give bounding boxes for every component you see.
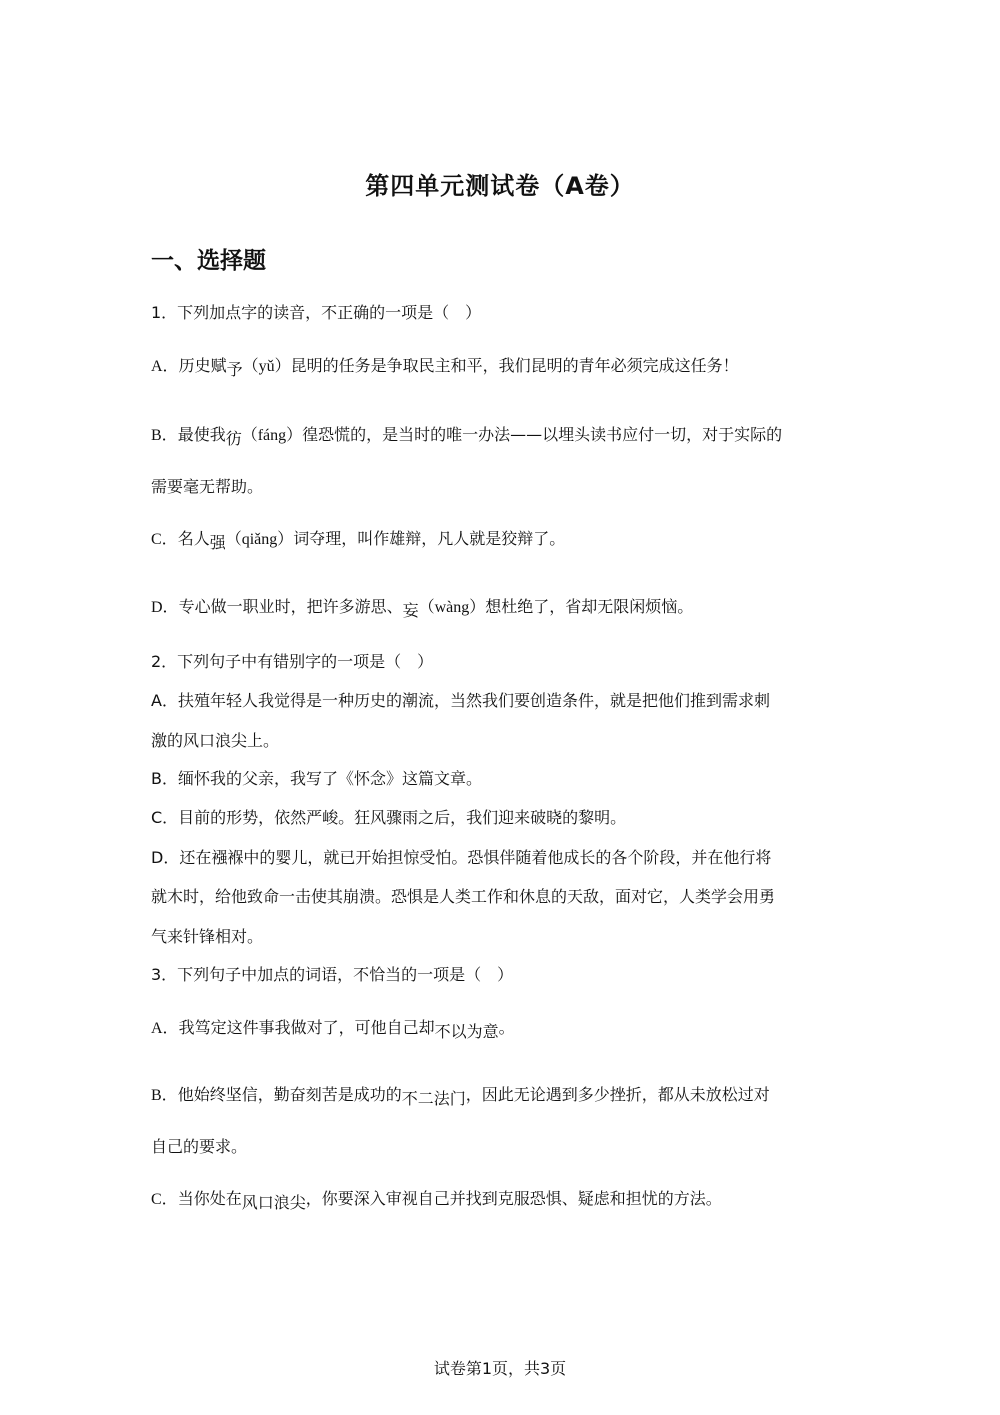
pinyin: （qiǎng） xyxy=(225,531,294,548)
question-3-option-b-continued: 自己的要求。 xyxy=(151,1137,248,1156)
option-label: B． xyxy=(151,427,178,444)
option-text: 历史赋 xyxy=(178,356,227,375)
option-text: 想杜绝了，省却无限闲烦恼。 xyxy=(485,597,694,616)
pinyin: （yǔ） xyxy=(242,358,291,375)
question-2-option-d-continued: 气来针锋相对。 xyxy=(151,927,264,946)
option-text: 当你处在 xyxy=(177,1189,242,1208)
question-3-option-b xyxy=(151,1084,861,1107)
option-text: 最使我 xyxy=(177,425,226,444)
question-1-option-b xyxy=(151,424,861,447)
option-text: 我笃定这件事我做对了，可他自己却 xyxy=(178,1018,435,1037)
option-text: 词夺理，叫作雄辩，凡人就是狡辩了。 xyxy=(293,529,566,548)
dotted-word: 不以为意 xyxy=(434,1022,499,1041)
option-text: 名人 xyxy=(177,529,210,548)
dotted-character: 妄 xyxy=(402,601,419,620)
question-1-option-c xyxy=(151,528,861,551)
pinyin: （wàng） xyxy=(418,599,486,616)
option-text: 徨恐慌的，是当时的唯一办法——以埋头读书应付一切，对于实际的 xyxy=(302,425,783,444)
question-1-option-a xyxy=(151,355,861,378)
question-2-option-a-continued: 激的风口浪尖上。 xyxy=(151,731,280,750)
question-2-option-b: B．缅怀我的父亲，我写了《怀念》这篇文章。 xyxy=(151,769,482,788)
section-heading: 一、选择题 xyxy=(151,248,266,274)
dotted-word: 不二法门 xyxy=(401,1089,466,1108)
option-text: 他始终坚信，勤奋刻苦是成功的 xyxy=(177,1085,402,1104)
option-text: ，你要深入审视自己并找到克服恐惧、疑虑和担忧的方法。 xyxy=(305,1189,722,1208)
page-footer: 试卷第1页，共3页 xyxy=(433,1359,567,1378)
question-1-option-b-continued: 需要毫无帮助。 xyxy=(151,477,264,496)
question-2-option-d: D．还在襁褓中的婴儿，就已开始担惊受怕。恐惧伴随着他成长的各个阶段，并在他行将 xyxy=(151,848,772,867)
question-2-option-c: C．目前的形势，依然严峻。狂风骤雨之后，我们迎来破晓的黎明。 xyxy=(151,808,627,827)
pinyin: （fáng） xyxy=(241,427,303,444)
option-text: 。 xyxy=(498,1018,515,1037)
question-3-stem: 3．下列句子中加点的词语，不恰当的一项是（ ） xyxy=(151,965,514,984)
dotted-word: 风口浪尖 xyxy=(241,1193,306,1212)
question-1-option-d xyxy=(151,596,861,619)
question-3-option-a xyxy=(151,1017,861,1040)
option-label: C． xyxy=(151,1191,178,1208)
option-label: B． xyxy=(151,1087,178,1104)
option-text: ，因此无论遇到多少挫折，都从未放松过对 xyxy=(465,1085,770,1104)
option-label: C． xyxy=(151,531,178,548)
dotted-character: 彷 xyxy=(225,429,242,448)
question-2-stem: 2．下列句子中有错别字的一项是（ ） xyxy=(151,652,434,671)
option-text: 昆明的任务是争取民主和平，我们昆明的青年必须完成这任务！ xyxy=(290,356,739,375)
option-label: A． xyxy=(151,1020,179,1037)
dotted-character: 予 xyxy=(226,360,243,379)
question-2-option-a: A．扶殖年轻人我觉得是一种历史的潮流，当然我们要创造条件，就是把他们推到需求刺 xyxy=(151,691,770,710)
question-3-option-c xyxy=(151,1188,861,1211)
dotted-character: 强 xyxy=(209,533,226,552)
option-label: D． xyxy=(151,599,179,616)
page-title: 第四单元测试卷（A卷） xyxy=(365,172,635,200)
option-label: A． xyxy=(151,358,179,375)
option-text: 专心做一职业时，把许多游思、 xyxy=(178,597,403,616)
question-2-option-d-continued: 就木时，给他致命一击使其崩溃。恐惧是人类工作和休息的天敌，面对它，人类学会用勇 xyxy=(151,887,776,906)
question-1-stem: 1．下列加点字的读音，不正确的一项是（ ） xyxy=(151,303,482,322)
